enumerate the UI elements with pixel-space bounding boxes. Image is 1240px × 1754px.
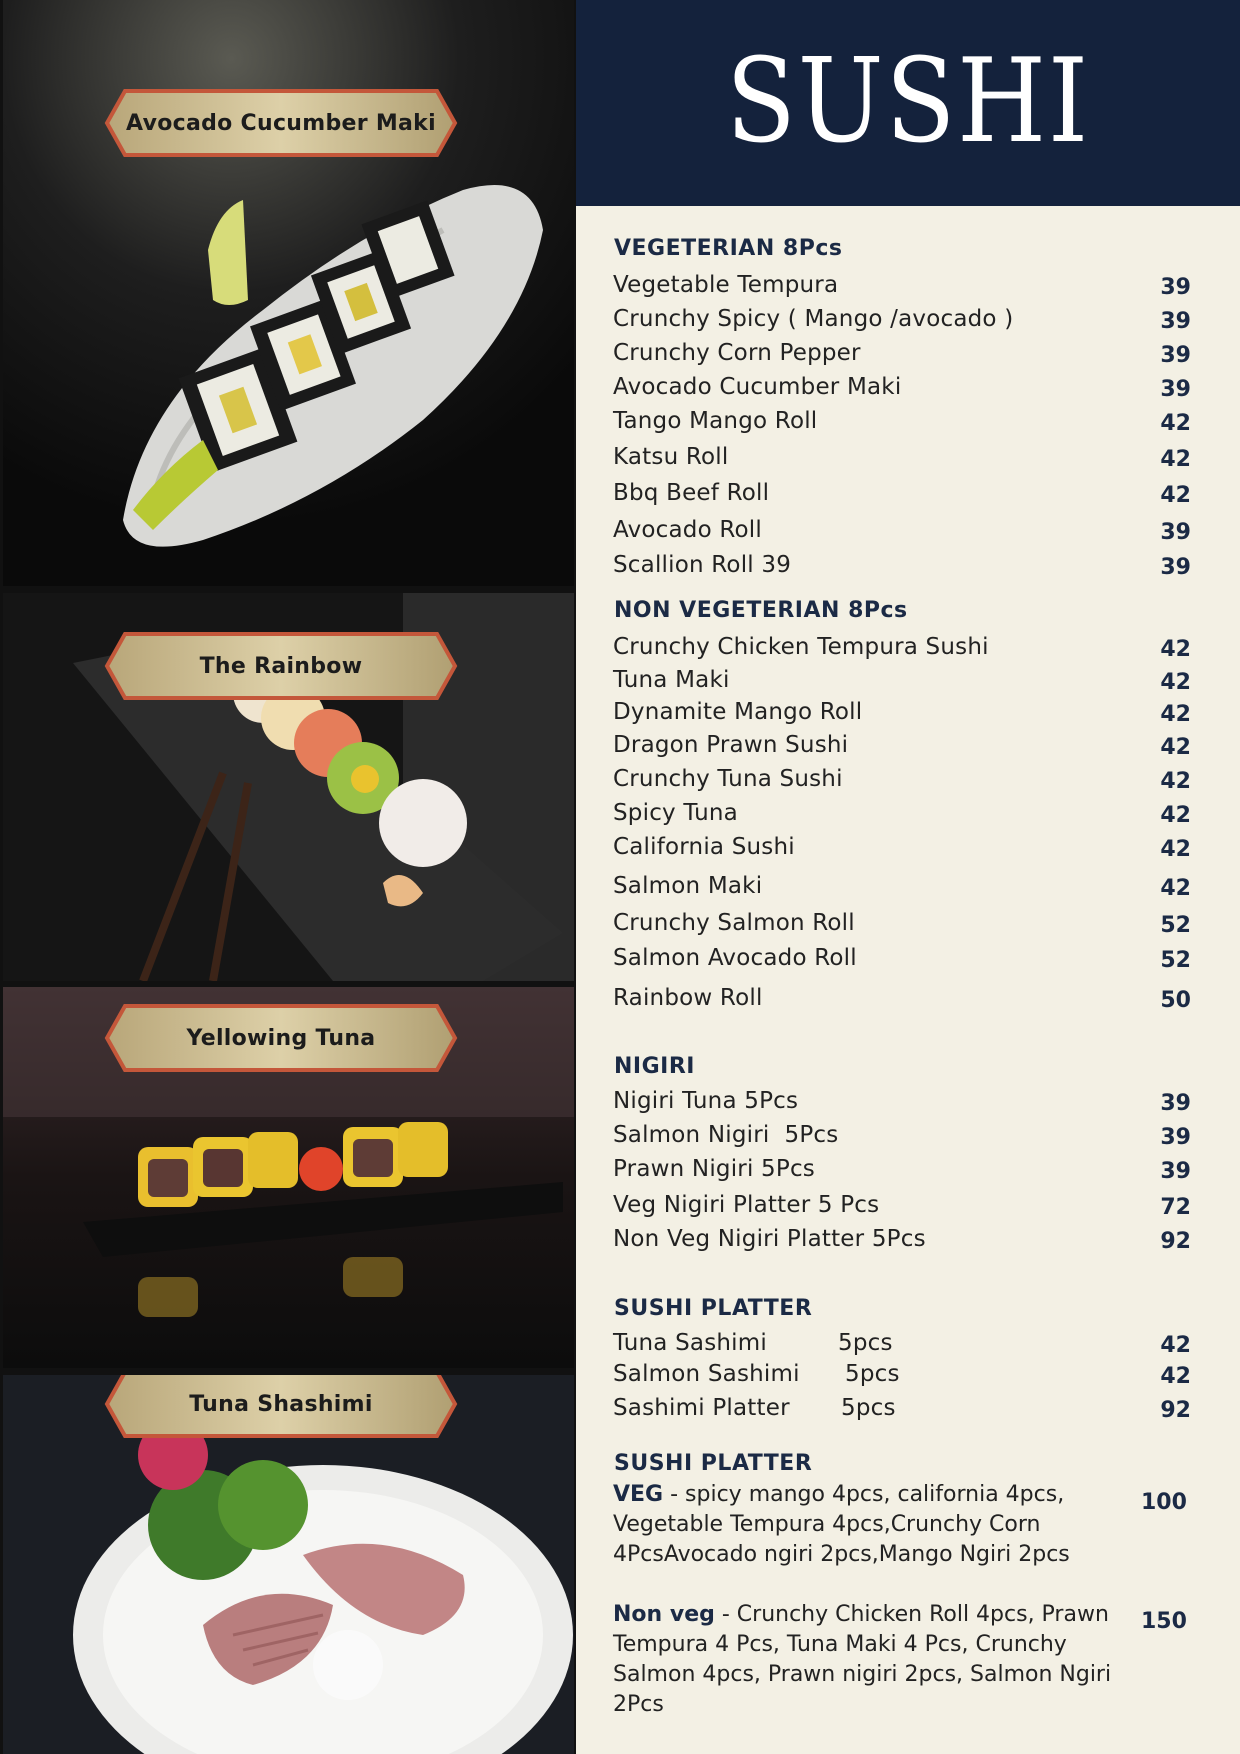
- item-price: 72: [1160, 1195, 1191, 1220]
- section-heading-sushi-platter: SUSHI PLATTER: [614, 1451, 813, 1476]
- item-name: Katsu Roll: [613, 444, 729, 470]
- banner-label: Yellowing Tuna: [186, 1025, 376, 1051]
- platter-contents: - spicy mango 4pcs, california 4pcs, Vegetable Tempura 4pcs,Crunchy Corn 4PcsAvocado ngiri 2pcs,Mango Ngiri 2pcs: [613, 1482, 1070, 1567]
- item-price: 39: [1160, 555, 1191, 580]
- section-heading-sushi-platter: SUSHI PLATTER: [614, 1296, 813, 1321]
- menu-item: [613, 1088, 1191, 1118]
- item-quantity: 5pcs: [841, 1395, 896, 1421]
- menu-item: [613, 1122, 1191, 1152]
- menu-item: [613, 834, 1191, 864]
- item-price: 42: [1160, 670, 1191, 695]
- item-price: 42: [1160, 483, 1191, 508]
- item-price: 92: [1160, 1398, 1191, 1423]
- photo-banner: [103, 1375, 459, 1440]
- item-price: 39: [1160, 309, 1191, 334]
- menu-item: [613, 667, 1191, 697]
- photo-avocado-cucumber-maki: [3, 0, 574, 586]
- item-price: 39: [1160, 343, 1191, 368]
- menu-item: [613, 634, 1191, 664]
- section-heading-nigiri: NIGIRI: [614, 1054, 695, 1079]
- menu-item: [613, 1192, 1191, 1222]
- menu-item: [613, 444, 1191, 474]
- item-price: 42: [1160, 702, 1191, 727]
- item-name: Salmon Sashimi: [613, 1361, 800, 1387]
- item-price: 39: [1160, 1159, 1191, 1184]
- item-price: 42: [1160, 1333, 1191, 1358]
- item-price: 42: [1160, 769, 1191, 794]
- item-name: Tuna Maki: [613, 667, 730, 693]
- item-name: Nigiri Tuna 5Pcs: [613, 1088, 799, 1114]
- item-name: Veg Nigiri Platter 5 Pcs: [613, 1192, 880, 1218]
- platter-price-veg: 100: [1141, 1490, 1187, 1515]
- item-price: 52: [1160, 948, 1191, 973]
- photo-the-rainbow: [3, 593, 574, 981]
- photo-banner: [103, 87, 459, 159]
- menu-item: [613, 945, 1191, 975]
- item-price: 39: [1160, 520, 1191, 545]
- photo-tuna-shashimi: [3, 1375, 574, 1754]
- banner-label: Tuna Shashimi: [189, 1391, 373, 1417]
- item-price: 50: [1160, 988, 1191, 1013]
- item-name: Rainbow Roll: [613, 985, 763, 1011]
- item-price: 42: [1160, 1364, 1191, 1389]
- section-heading-vegeterian: VEGETERIAN 8Pcs: [614, 236, 843, 261]
- item-name: Bbq Beef Roll: [613, 480, 770, 506]
- item-quantity: 5pcs: [845, 1361, 900, 1387]
- item-name: Salmon Avocado Roll: [613, 945, 857, 971]
- photo-yellowing-tuna: [3, 987, 574, 1368]
- menu-item: [613, 1330, 1191, 1360]
- item-name: Dragon Prawn Sushi: [613, 732, 849, 758]
- item-name: Non Veg Nigiri Platter 5Pcs: [613, 1226, 926, 1252]
- menu-item: [613, 517, 1191, 547]
- platter-description-veg: [613, 1480, 1133, 1570]
- item-name: Prawn Nigiri 5Pcs: [613, 1156, 815, 1182]
- item-price: 52: [1160, 913, 1191, 938]
- item-price: 39: [1160, 275, 1191, 300]
- menu-item: [613, 306, 1191, 336]
- menu-item: [613, 985, 1191, 1015]
- item-price: 42: [1160, 411, 1191, 436]
- menu-item: [613, 873, 1191, 903]
- item-price: 42: [1160, 803, 1191, 828]
- item-name: Crunchy Tuna Sushi: [613, 766, 843, 792]
- menu-item: [613, 1361, 1191, 1391]
- menu-item: [613, 272, 1191, 302]
- platter-label: Non veg: [613, 1602, 715, 1627]
- item-name: Salmon Nigiri 5Pcs: [613, 1122, 839, 1148]
- menu-item: [613, 408, 1191, 438]
- item-price: 39: [1160, 377, 1191, 402]
- item-price: 42: [1160, 735, 1191, 760]
- menu-item: [613, 374, 1191, 404]
- item-name: Avocado Roll: [613, 517, 762, 543]
- menu-item: [613, 480, 1191, 510]
- menu-item: [613, 766, 1191, 796]
- item-quantity: 5pcs: [838, 1330, 893, 1356]
- menu-header: [576, 0, 1240, 206]
- menu-item: [613, 340, 1191, 370]
- platter-description-nonveg: [613, 1600, 1133, 1720]
- menu-item: [613, 1395, 1191, 1425]
- item-name: Spicy Tuna: [613, 800, 738, 826]
- menu-list: [576, 206, 1240, 1754]
- menu-item: [613, 800, 1191, 830]
- item-name: Crunchy Chicken Tempura Sushi: [613, 634, 989, 660]
- banner-label: The Rainbow: [199, 653, 363, 679]
- photo-banner: [103, 630, 459, 702]
- item-price: 42: [1160, 876, 1191, 901]
- item-name: Salmon Maki: [613, 873, 763, 899]
- menu-item: [613, 552, 1191, 582]
- item-price: 42: [1160, 447, 1191, 472]
- item-name: Crunchy Corn Pepper: [613, 340, 861, 366]
- item-name: Dynamite Mango Roll: [613, 699, 863, 725]
- item-price: 39: [1160, 1125, 1191, 1150]
- item-name: Crunchy Spicy ( Mango /avocado ): [613, 306, 1014, 332]
- platter-contents: - Crunchy Chicken Roll 4pcs, Prawn Tempura 4 Pcs, Tuna Maki 4 Pcs, Crunchy Salmon 4pcs, Prawn nigiri 2pcs, Salmon Ngiri 2Pcs: [613, 1602, 1112, 1717]
- item-name: Tango Mango Roll: [613, 408, 818, 434]
- photo-column: [0, 0, 576, 1754]
- menu-item: [613, 732, 1191, 762]
- section-heading-non-vegeterian: NON VEGETERIAN 8Pcs: [614, 598, 908, 623]
- platter-label: VEG: [613, 1482, 664, 1507]
- platter-price-nonveg: 150: [1141, 1609, 1187, 1634]
- item-price: 42: [1160, 637, 1191, 662]
- item-price: 42: [1160, 837, 1191, 862]
- item-price: 92: [1160, 1229, 1191, 1254]
- item-name: Scallion Roll 39: [613, 552, 792, 578]
- menu-item: [613, 1156, 1191, 1186]
- menu-item: [613, 699, 1191, 729]
- menu-item: [613, 1226, 1191, 1256]
- page-title: SUSHI: [725, 34, 1091, 169]
- item-name: Tuna Sashimi: [613, 1330, 767, 1356]
- item-price: 39: [1160, 1091, 1191, 1116]
- item-name: Vegetable Tempura: [613, 272, 839, 298]
- menu-item: [613, 910, 1191, 940]
- item-name: Avocado Cucumber Maki: [613, 374, 902, 400]
- item-name: California Sushi: [613, 834, 795, 860]
- banner-label: Avocado Cucumber Maki: [126, 110, 436, 136]
- item-name: Sashimi Platter: [613, 1395, 790, 1421]
- item-name: Crunchy Salmon Roll: [613, 910, 855, 936]
- photo-banner: [103, 1002, 459, 1074]
